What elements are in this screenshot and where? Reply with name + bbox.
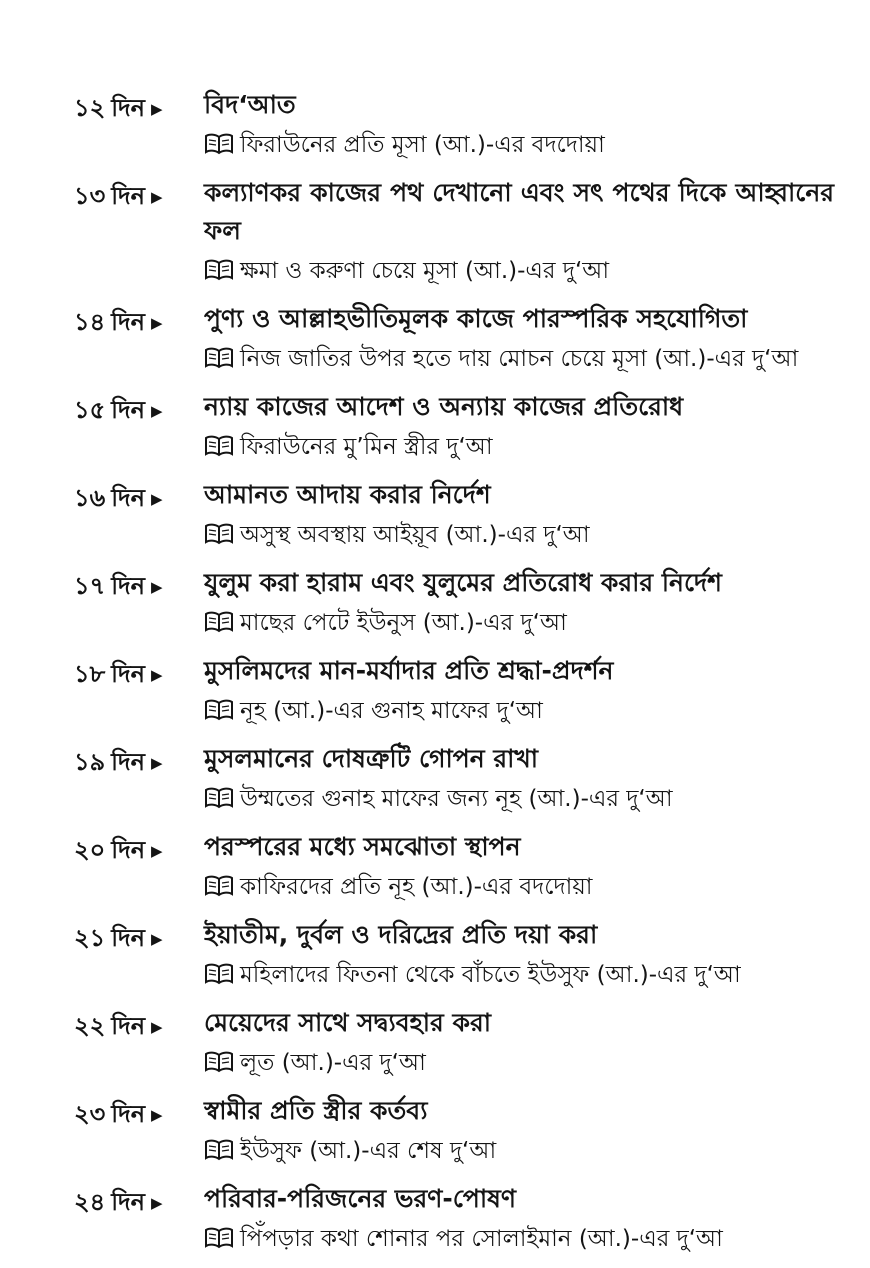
day-number: ১৫: [74, 396, 106, 424]
day-entry: [74, 1092, 834, 1170]
dua-text: উম্মতের গুনাহ মাফের জন্য নূহ (আ.)-এর দু‘আ: [240, 786, 673, 812]
day-unit: দিন: [111, 1188, 145, 1216]
day-label: [74, 744, 186, 781]
dua-text: মহিলাদের ফিতনা থেকে বাঁচতে ইউসুফ (আ.)-এর দু‘আ: [240, 962, 741, 988]
dua-text: পিঁপড়ার কথা শোনার পর সোলাইমান (আ.)-এর দু‘আ: [240, 1226, 723, 1252]
day-label: [74, 1096, 186, 1133]
day-entry: [74, 916, 834, 994]
day-unit: দিন: [111, 484, 145, 512]
dua-line: [204, 956, 834, 994]
dua-text: নিজ জাতির উপর হতে দায় মোচন চেয়ে মূসা (আ.)-এর দু‘আ: [240, 346, 799, 372]
topic-heading: আমানত আদায় করার নির্দেশ: [204, 480, 491, 509]
dua-line: [204, 516, 834, 554]
open-book-icon: [204, 875, 234, 897]
day-unit: দিন: [111, 660, 145, 688]
dua-text: অসুস্থ অবস্থায় আইয়ূব (আ.)-এর দু‘আ: [240, 522, 590, 548]
topic-heading: মুসলিমদের মান-মর্যাদার প্রতি শ্রদ্ধা-প্রদর্শন: [204, 656, 614, 685]
day-number: ১৮: [74, 660, 106, 688]
triangle-bullet-icon: ▶: [151, 100, 163, 118]
day-label: [74, 480, 186, 517]
dua-line: [204, 126, 834, 164]
dua-text: নূহ (আ.)-এর গুনাহ মাফের দু‘আ: [240, 698, 543, 724]
day-unit: দিন: [111, 396, 145, 424]
day-label: [74, 568, 186, 605]
open-book-icon: [204, 1227, 234, 1249]
day-label: [74, 920, 186, 957]
day-label: [74, 90, 186, 127]
dua-line: [204, 428, 834, 466]
day-label: [74, 392, 186, 429]
open-book-icon: [204, 133, 234, 155]
open-book-icon: [204, 787, 234, 809]
topic-heading: পুণ্য ও আল্লাহভীতিমূলক কাজে পারস্পরিক সহযোগিতা: [204, 304, 748, 333]
day-entry: [74, 740, 834, 818]
topic-heading: পরস্পরের মধ্যে সমঝোতা স্থাপন: [204, 832, 521, 861]
day-number: ১২: [74, 94, 106, 122]
triangle-bullet-icon: ▶: [151, 188, 163, 206]
open-book-icon: [204, 347, 234, 369]
dua-text: ইউসুফ (আ.)-এর শেষ দু‘আ: [240, 1138, 497, 1164]
topic-heading: ন্যায় কাজের আদেশ ও অন্যায় কাজের প্রতিরোধ: [204, 392, 684, 421]
dua-line: [204, 1132, 834, 1170]
open-book-icon: [204, 523, 234, 545]
day-entry: [74, 564, 834, 642]
triangle-bullet-icon: ▶: [151, 578, 163, 596]
day-unit: দিন: [111, 924, 145, 952]
day-entry: [74, 828, 834, 906]
day-unit: দিন: [111, 748, 145, 776]
day-entry: [74, 300, 834, 378]
topic-heading: মেয়েদের সাথে সদ্ব্যবহার করা: [204, 1008, 492, 1037]
day-unit: দিন: [111, 836, 146, 864]
dua-text: ক্ষমা ও করুণা চেয়ে মূসা (আ.)-এর দু‘আ: [240, 258, 610, 284]
open-book-icon: [204, 259, 234, 281]
dua-line: [204, 252, 834, 290]
open-book-icon: [204, 435, 234, 457]
day-label: [74, 656, 186, 693]
topic-heading: কল্যাণকর কাজের পথ দেখানো এবং সৎ পথের দিকে আহ্বানের ফল: [204, 178, 834, 245]
dua-line: [204, 780, 834, 818]
triangle-bullet-icon: ▶: [151, 490, 163, 508]
dua-line: [204, 692, 834, 730]
dua-line: [204, 1044, 834, 1082]
triangle-bullet-icon: ▶: [150, 754, 163, 772]
open-book-icon: [204, 1051, 234, 1073]
day-unit: দিন: [111, 94, 145, 122]
day-number: ২২: [74, 1012, 106, 1040]
topic-heading: যুলুম করা হারাম এবং যুলুমের প্রতিরোধ করার নির্দেশ: [204, 568, 722, 597]
triangle-bullet-icon: ▶: [150, 402, 163, 420]
day-number: ২৪: [74, 1188, 106, 1216]
dua-line: [204, 1220, 834, 1258]
topic-heading: মুসলমানের দোষত্রুটি গোপন রাখা: [204, 744, 539, 773]
day-number: ১৬: [74, 484, 106, 512]
dua-text: ফিরাউনের প্রতি মূসা (আ.)-এর বদদোয়া: [240, 132, 605, 158]
open-book-icon: [204, 611, 234, 633]
triangle-bullet-icon: ▶: [150, 666, 163, 684]
triangle-bullet-icon: ▶: [151, 930, 163, 948]
day-entry: [74, 1004, 834, 1082]
day-label: [74, 832, 186, 869]
triangle-bullet-icon: ▶: [151, 1106, 163, 1124]
dua-line: [204, 868, 834, 906]
triangle-bullet-icon: ▶: [151, 1194, 163, 1212]
day-entry: [74, 1180, 834, 1258]
day-entry: [74, 388, 834, 466]
dua-text: কাফিরদের প্রতি নূহ (আ.)-এর বদদোয়া: [240, 874, 593, 900]
day-number: ২৩: [74, 1100, 106, 1128]
open-book-icon: [204, 699, 234, 721]
dua-line: [204, 340, 834, 378]
day-number: ২০: [74, 836, 106, 864]
day-entry: [74, 476, 834, 554]
open-book-icon: [204, 963, 234, 985]
day-unit: দিন: [111, 1012, 146, 1040]
dua-text: মাছের পেটে ইউনুস (আ.)-এর দু‘আ: [240, 610, 567, 636]
day-unit: দিন: [111, 1100, 146, 1128]
day-number: ১৯: [74, 748, 106, 776]
triangle-bullet-icon: ▶: [151, 1018, 163, 1036]
topic-heading: স্বামীর প্রতি স্ত্রীর কর্তব্য: [204, 1096, 428, 1125]
topic-heading: ইয়াতীম, দুর্বল ও দরিদ্রের প্রতি দয়া করা: [204, 920, 598, 949]
day-unit: দিন: [111, 182, 145, 210]
dua-text: লূত (আ.)-এর দু‘আ: [240, 1050, 426, 1076]
day-entry: [74, 86, 834, 164]
day-number: ১৩: [74, 182, 106, 210]
topic-heading: পরিবার-পরিজনের ভরণ-পোষণ: [204, 1184, 516, 1213]
day-entry-list: [74, 86, 834, 1268]
day-number: ২১: [74, 924, 106, 952]
triangle-bullet-icon: ▶: [151, 842, 163, 860]
day-label: [74, 1008, 186, 1045]
day-label: [74, 304, 186, 341]
topic-heading: বিদ‘আত: [204, 90, 296, 119]
day-entry: [74, 174, 834, 290]
day-unit: দিন: [111, 308, 145, 336]
day-label: [74, 1184, 186, 1221]
open-book-icon: [204, 1139, 234, 1161]
day-number: ১৪: [74, 308, 106, 336]
dua-text: ফিরাউনের মু’মিন স্ত্রীর দু‘আ: [240, 434, 493, 460]
day-entry: [74, 652, 834, 730]
day-label: [74, 178, 186, 215]
triangle-bullet-icon: ▶: [150, 314, 163, 332]
day-unit: দিন: [111, 572, 145, 600]
day-number: ১৭: [74, 572, 106, 600]
dua-line: [204, 604, 834, 642]
